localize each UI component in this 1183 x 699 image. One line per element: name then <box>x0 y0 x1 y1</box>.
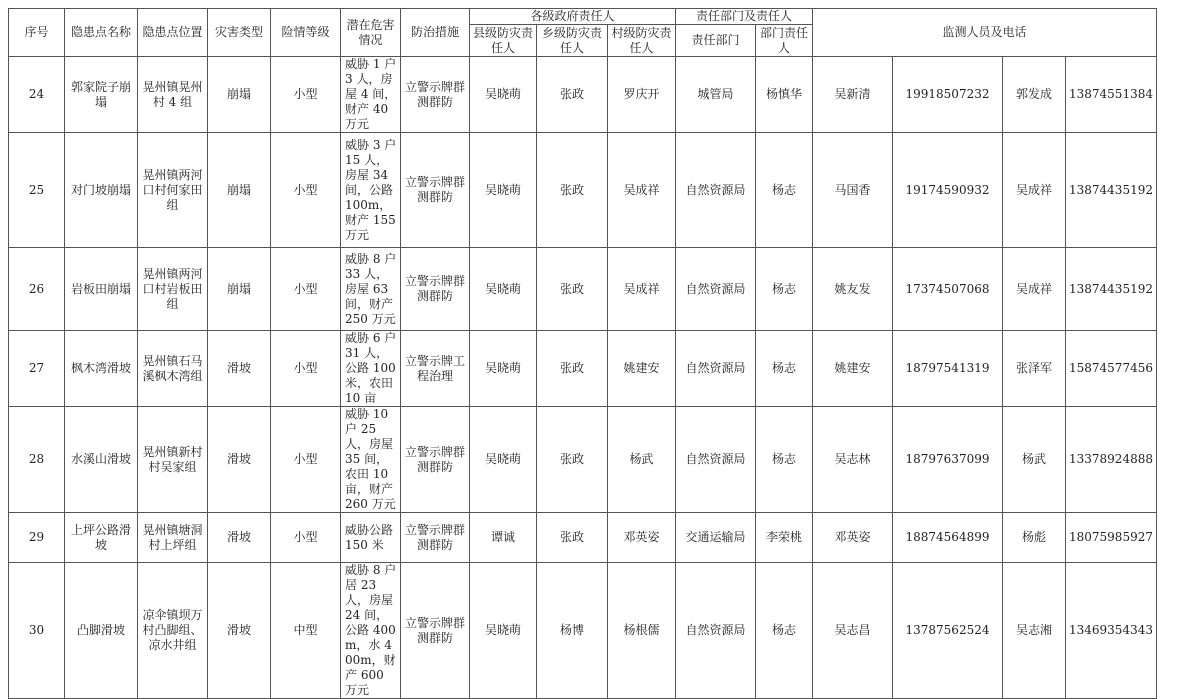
cell-measures: 立警示牌群测群防 <box>401 407 470 513</box>
cell-seq: 28 <box>9 407 65 513</box>
cell-town: 张政 <box>537 133 608 248</box>
cell-threat: 威胁 10 户 25 人，房屋 35 间，农田 10 亩，财产 260 万元 <box>341 407 401 513</box>
cell-phone-1: 19174590932 <box>893 133 1003 248</box>
cell-village: 吴成祥 <box>608 248 676 331</box>
header-village: 村级防灾责任人 <box>608 25 676 57</box>
cell-phone-2: 18075985927 <box>1066 513 1157 563</box>
table-row <box>9 57 1157 133</box>
cell-village: 杨根儒 <box>608 563 676 699</box>
cell-dept: 自然资源局 <box>676 248 756 331</box>
table-row <box>9 331 1157 407</box>
cell-phone-1: 18797541319 <box>893 331 1003 407</box>
cell-level: 小型 <box>271 133 341 248</box>
cell-monitor-2: 杨彪 <box>1003 513 1066 563</box>
cell-town: 张政 <box>537 513 608 563</box>
cell-type: 崩塌 <box>208 57 271 133</box>
cell-monitor-2: 吴成祥 <box>1003 133 1066 248</box>
cell-type: 崩塌 <box>208 133 271 248</box>
cell-phone-2: 13378924888 <box>1066 407 1157 513</box>
cell-measures: 立警示牌群测群防 <box>401 133 470 248</box>
header-monitor: 监测人员及电话 <box>813 9 1157 57</box>
cell-measures: 立警示牌群测群防 <box>401 563 470 699</box>
cell-dept: 自然资源局 <box>676 407 756 513</box>
cell-village: 姚建安 <box>608 331 676 407</box>
table-row <box>9 407 1157 513</box>
table-row <box>9 133 1157 248</box>
cell-monitor-1: 姚建安 <box>813 331 893 407</box>
cell-measures: 立警示牌群测群防 <box>401 57 470 133</box>
cell-phone-1: 18797637099 <box>893 407 1003 513</box>
header-measures: 防治措施 <box>401 9 470 57</box>
cell-monitor-1: 邓英姿 <box>813 513 893 563</box>
cell-phone-2: 13874551384 <box>1066 57 1157 133</box>
cell-dept-person: 李荣桃 <box>756 513 813 563</box>
cell-dept-person: 杨慎华 <box>756 57 813 133</box>
header-location: 隐患点位置 <box>138 9 208 57</box>
cell-location: 晃州镇两河口村何家田组 <box>138 133 208 248</box>
cell-seq: 25 <box>9 133 65 248</box>
cell-location: 凉伞镇坝万村凸脚组、凉水井组 <box>138 563 208 699</box>
cell-dept-person: 杨志 <box>756 248 813 331</box>
cell-phone-1: 17374507068 <box>893 248 1003 331</box>
cell-name: 上坪公路滑坡 <box>65 513 138 563</box>
cell-town: 张政 <box>537 57 608 133</box>
header-level: 险情等级 <box>271 9 341 57</box>
cell-type: 滑坡 <box>208 563 271 699</box>
cell-location: 晃州镇两河口村岩板田组 <box>138 248 208 331</box>
cell-measures: 立警示牌工程治理 <box>401 331 470 407</box>
cell-monitor-1: 马国香 <box>813 133 893 248</box>
cell-village: 吴成祥 <box>608 133 676 248</box>
cell-dept: 自然资源局 <box>676 133 756 248</box>
document-page <box>8 8 1157 699</box>
cell-county: 吴晓萌 <box>470 133 537 248</box>
header-dept-group: 责任部门及责任人 <box>676 9 813 25</box>
cell-seq: 27 <box>9 331 65 407</box>
cell-phone-2: 13874435192 <box>1066 248 1157 331</box>
cell-location: 晃州镇塘洞村上坪组 <box>138 513 208 563</box>
cell-seq: 30 <box>9 563 65 699</box>
cell-dept: 自然资源局 <box>676 563 756 699</box>
cell-county: 吴晓萌 <box>470 57 537 133</box>
cell-village: 罗庆开 <box>608 57 676 133</box>
cell-phone-2: 13469354343 <box>1066 563 1157 699</box>
cell-type: 滑坡 <box>208 407 271 513</box>
header-dept-person: 部门责任人 <box>756 25 813 57</box>
cell-monitor-2: 郭发成 <box>1003 57 1066 133</box>
cell-monitor-2: 吴志湘 <box>1003 563 1066 699</box>
cell-name: 凸脚滑坡 <box>65 563 138 699</box>
cell-monitor-2: 吴成祥 <box>1003 248 1066 331</box>
header-name: 隐患点名称 <box>65 9 138 57</box>
cell-county: 吴晓萌 <box>470 248 537 331</box>
cell-threat: 威胁 8 户居 23 人，房屋 24 间，公路 400m，水 400m，财产 600 万元 <box>341 563 401 699</box>
cell-monitor-1: 吴志林 <box>813 407 893 513</box>
cell-county: 吴晓萌 <box>470 331 537 407</box>
cell-measures: 立警示牌群测群防 <box>401 248 470 331</box>
cell-seq: 24 <box>9 57 65 133</box>
cell-town: 杨博 <box>537 563 608 699</box>
cell-name: 对门坡崩塌 <box>65 133 138 248</box>
cell-phone-2: 13874435192 <box>1066 133 1157 248</box>
cell-dept: 城管局 <box>676 57 756 133</box>
cell-threat: 威胁 3 户 15 人，房屋 34 间，公路 100m，财产 155 万元 <box>341 133 401 248</box>
cell-county: 吴晓萌 <box>470 407 537 513</box>
cell-name: 郭家院子崩塌 <box>65 57 138 133</box>
cell-village: 邓英姿 <box>608 513 676 563</box>
cell-monitor-1: 吴志昌 <box>813 563 893 699</box>
cell-threat: 威胁 6 户 31 人，公路 100 米，农田 10 亩 <box>341 331 401 407</box>
cell-location: 晃州镇石马溪枫木湾组 <box>138 331 208 407</box>
cell-monitor-2: 杨武 <box>1003 407 1066 513</box>
table-body <box>9 57 1157 699</box>
header-type: 灾害类型 <box>208 9 271 57</box>
table-header <box>9 9 1157 57</box>
header-dept: 责任部门 <box>676 25 756 57</box>
cell-threat: 威胁公路 150 米 <box>341 513 401 563</box>
cell-county: 谭诚 <box>470 513 537 563</box>
cell-measures: 立警示牌群测群防 <box>401 513 470 563</box>
header-threat: 潜在危害情况 <box>341 9 401 57</box>
cell-level: 小型 <box>271 248 341 331</box>
cell-dept: 自然资源局 <box>676 331 756 407</box>
cell-dept: 交通运输局 <box>676 513 756 563</box>
cell-dept-person: 杨志 <box>756 133 813 248</box>
cell-dept-person: 杨志 <box>756 331 813 407</box>
cell-monitor-2: 张泽军 <box>1003 331 1066 407</box>
cell-dept-person: 杨志 <box>756 407 813 513</box>
cell-dept-person: 杨志 <box>756 563 813 699</box>
cell-type: 滑坡 <box>208 331 271 407</box>
cell-level: 小型 <box>271 513 341 563</box>
cell-county: 吴晓萌 <box>470 563 537 699</box>
cell-location: 晃州镇晃州村 4 组 <box>138 57 208 133</box>
table-row <box>9 248 1157 331</box>
cell-level: 中型 <box>271 563 341 699</box>
cell-seq: 26 <box>9 248 65 331</box>
cell-phone-1: 13787562524 <box>893 563 1003 699</box>
cell-level: 小型 <box>271 407 341 513</box>
cell-level: 小型 <box>271 57 341 133</box>
cell-level: 小型 <box>271 331 341 407</box>
cell-threat: 威胁 8 户 33 人，房屋 63 间，财产 250 万元 <box>341 248 401 331</box>
cell-threat: 威胁 1 户 3 人，房屋 4 间，财产 40 万元 <box>341 57 401 133</box>
cell-type: 崩塌 <box>208 248 271 331</box>
header-county: 县级防灾责任人 <box>470 25 537 57</box>
cell-phone-1: 18874564899 <box>893 513 1003 563</box>
table-row <box>9 513 1157 563</box>
cell-town: 张政 <box>537 407 608 513</box>
cell-phone-1: 19918507232 <box>893 57 1003 133</box>
cell-town: 张政 <box>537 248 608 331</box>
table-row <box>9 563 1157 699</box>
cell-name: 水溪山滑坡 <box>65 407 138 513</box>
cell-type: 滑坡 <box>208 513 271 563</box>
cell-village: 杨武 <box>608 407 676 513</box>
cell-monitor-1: 吴新清 <box>813 57 893 133</box>
header-town: 乡级防灾责任人 <box>537 25 608 57</box>
header-seq: 序号 <box>9 9 65 57</box>
cell-town: 张政 <box>537 331 608 407</box>
cell-monitor-1: 姚友发 <box>813 248 893 331</box>
hazard-table <box>8 8 1157 699</box>
cell-phone-2: 15874577456 <box>1066 331 1157 407</box>
cell-name: 岩板田崩塌 <box>65 248 138 331</box>
cell-name: 枫木湾滑坡 <box>65 331 138 407</box>
cell-location: 晃州镇新村村吴家组 <box>138 407 208 513</box>
cell-seq: 29 <box>9 513 65 563</box>
header-gov-group: 各级政府责任人 <box>470 9 676 25</box>
